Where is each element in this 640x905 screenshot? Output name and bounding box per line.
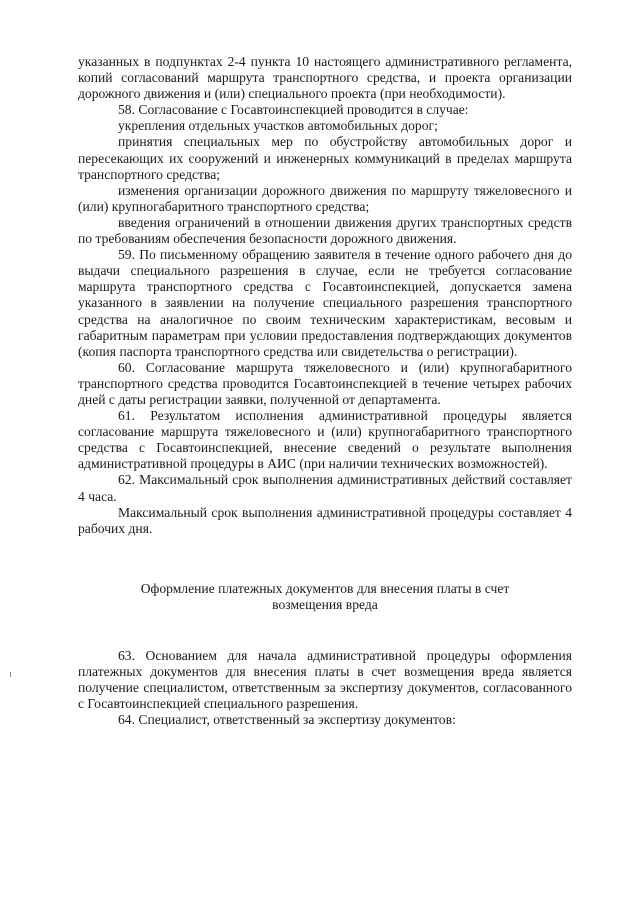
- section-heading-line-1: Оформление платежных документов для внесения платы в счет: [140, 580, 510, 596]
- paragraph: 60. Согласование маршрута тяжеловесного и (или) крупногабаритного транспортного средства проводится Госавтоинспекцией в течение четырех рабочих дней с даты регистрации заявки, полученной от департамента.: [78, 359, 572, 407]
- paragraphs-after: [78, 648, 572, 728]
- paragraph: 61. Результатом исполнения административной процедуры является согласование маршрута тяжеловесного и (или) крупногабаритного транспортного средства с Госавтоинспекцией, внесение сведений о результате выполнения административной процедуры в АИС (при наличии технических возможностей).: [78, 408, 572, 472]
- scan-mark: [10, 672, 11, 677]
- paragraph: 64. Специалист, ответственный за экспертизу документов:: [118, 712, 456, 728]
- paragraph: указанных в подпунктах 2-4 пункта 10 настоящего административного регламента, копий согласований маршрута транспортного средства, и проекта организации дорожного движения и (или) специального проекта (при необходимости).: [78, 54, 572, 102]
- paragraphs-before: [78, 54, 572, 537]
- paragraph: 63. Основанием для начала административной процедуры оформления платежных документов для внесения платы в счет возмещения вреда является получение специалистом, ответственным за экспертизу документов, согласованного с Госавтоинспекцией специального разрешения.: [78, 647, 572, 712]
- paragraph: 62. Максимальный срок выполнения административных действий составляет 4 часа.: [78, 472, 572, 504]
- paragraph: введения ограничений в отношении движения других транспортных средств по требованиям обеспечения безопасности дорожного движения.: [78, 214, 572, 247]
- paragraph: 58. Согласование с Госавтоинспекцией проводится в случае:: [118, 102, 469, 118]
- paragraph: 59. По письменному обращению заявителя в течение одного рабочего дня до выдачи специального разрешения в случае, если не требуется согласование маршрута транспортного средства с Госавтоинспекцией, допускается замена указанного в заявлении на получение специального разрешения транспортного средства на аналогичное по своим техническим характеристикам, весовым и габаритным параметрам при условии предоставления подтверждающих документов (копия паспорта транспортного средства или свидетельства о регистрации).: [78, 247, 572, 359]
- paragraph: изменения организации дорожного движения по маршруту тяжеловесного и (или) крупногабаритного транспортного средства;: [78, 182, 572, 214]
- document-page: [78, 54, 572, 728]
- paragraph: принятия специальных мер по обустройству автомобильных дорог и пересекающих их сооружений и инженерных коммуникаций в пределах маршрута транспортного средства;: [78, 134, 572, 182]
- section-heading-line-2: возмещения вреда: [272, 597, 378, 613]
- paragraph: укрепления отдельных участков автомобильных дорог;: [118, 118, 438, 134]
- section-heading: [78, 581, 572, 614]
- paragraph: Максимальный срок выполнения административной процедуры составляет 4 рабочих дня.: [78, 504, 572, 536]
